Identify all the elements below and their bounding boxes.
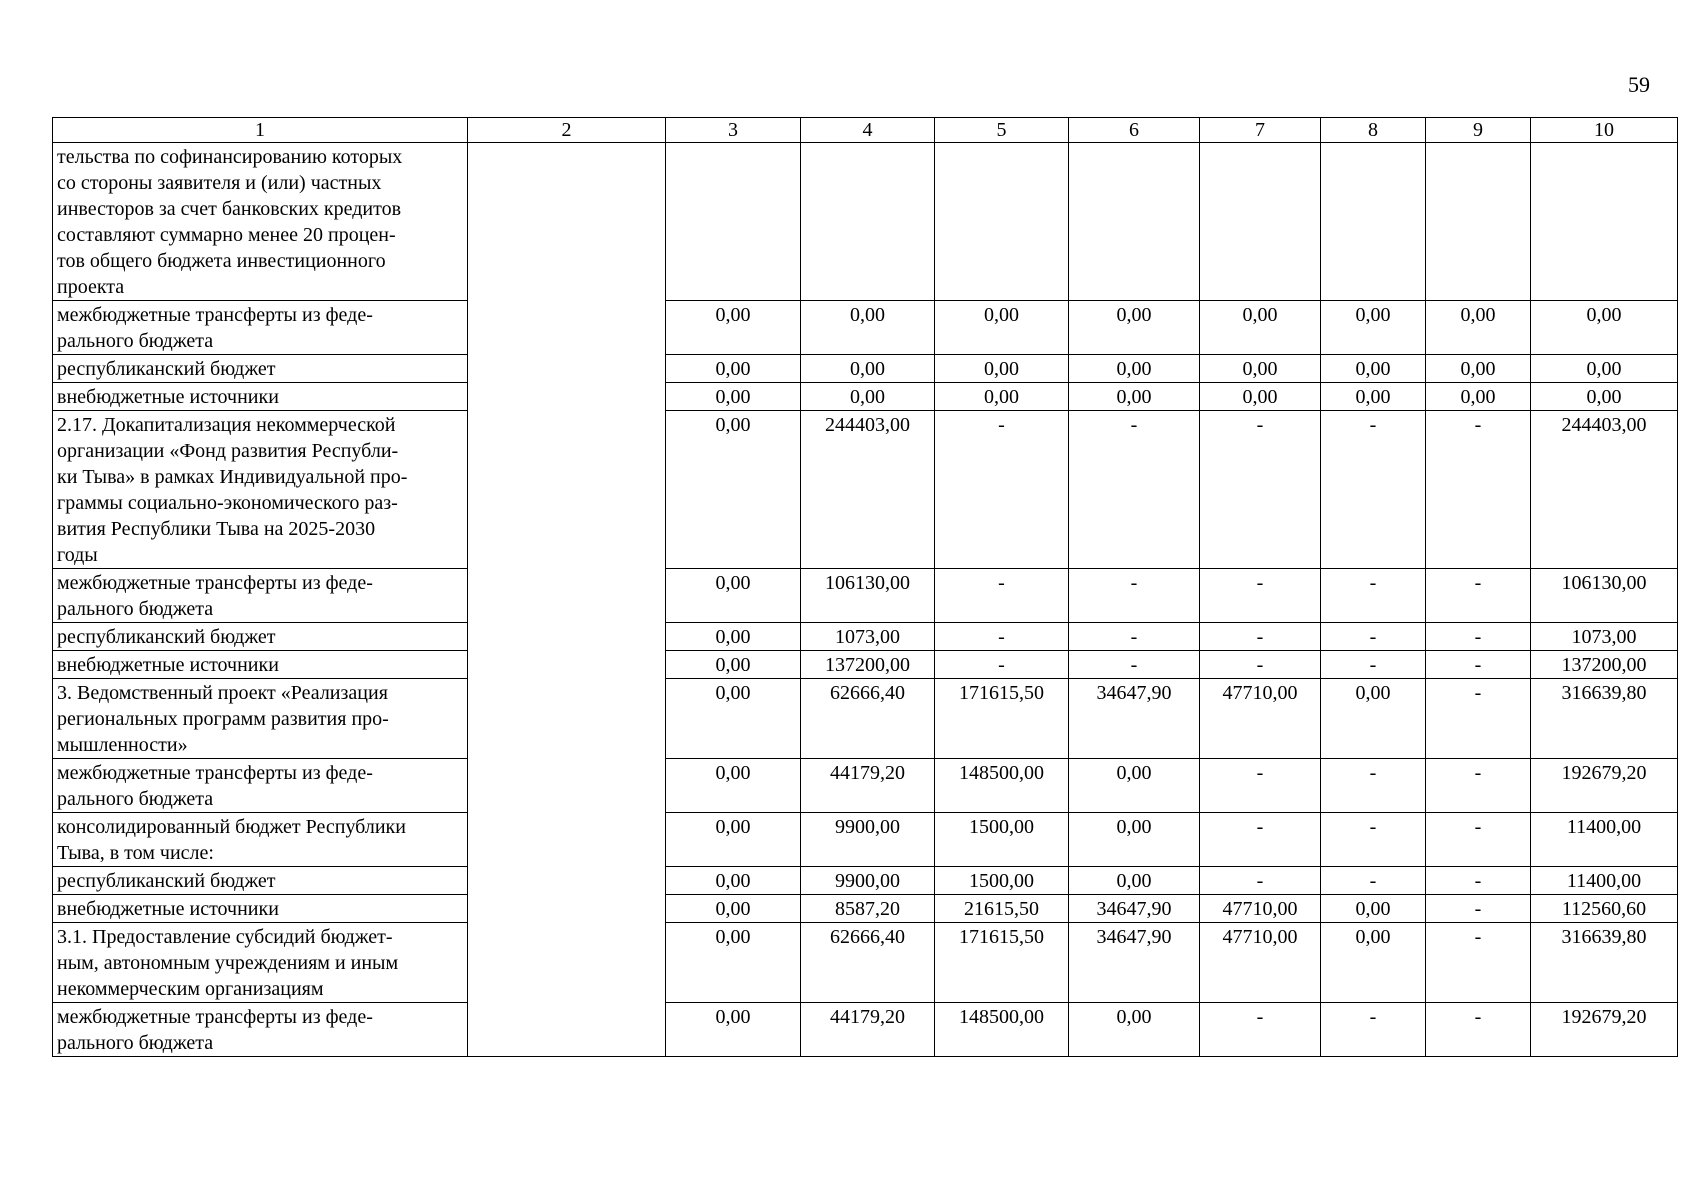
value-cell: 44179,20	[801, 1003, 935, 1057]
value-cell: 0,00	[1069, 1003, 1200, 1057]
value-cell: -	[1426, 813, 1531, 867]
row-label: 2.17. Докапитализация некоммерческой организации «Фонд развития Республи- ки Тыва» в рамках Индивидуальной про- граммы социально-экономического раз- вития Республики Тыва на 2025-2030 годы	[53, 411, 468, 569]
value-cell: 11400,00	[1531, 867, 1678, 895]
value-cell: 0,00	[1426, 301, 1531, 355]
value-cell: 62666,40	[801, 679, 935, 759]
value-cell: 47710,00	[1200, 923, 1321, 1003]
value-cell: 137200,00	[1531, 651, 1678, 679]
column-2-cell	[468, 867, 666, 895]
value-cell: -	[1321, 651, 1426, 679]
value-cell: 192679,20	[1531, 759, 1678, 813]
column-2-cell	[468, 759, 666, 813]
row-label: республиканский бюджет	[53, 355, 468, 383]
value-cell: 1500,00	[935, 867, 1069, 895]
value-cell: -	[1321, 867, 1426, 895]
value-cell: 34647,90	[1069, 923, 1200, 1003]
table-row	[53, 679, 1678, 759]
value-cell: 0,00	[801, 301, 935, 355]
value-cell: 171615,50	[935, 679, 1069, 759]
row-label: межбюджетные трансферты из феде- рального бюджета	[53, 569, 468, 623]
value-cell: -	[1321, 569, 1426, 623]
value-cell	[1200, 143, 1321, 301]
column-header: 3	[666, 118, 801, 143]
value-cell: -	[1200, 623, 1321, 651]
value-cell: 0,00	[666, 651, 801, 679]
value-cell: 148500,00	[935, 1003, 1069, 1057]
column-2-cell	[468, 679, 666, 759]
value-cell: -	[1200, 1003, 1321, 1057]
value-cell: 0,00	[1069, 813, 1200, 867]
value-cell: -	[1069, 651, 1200, 679]
value-cell: 1500,00	[935, 813, 1069, 867]
value-cell: 0,00	[1200, 383, 1321, 411]
value-cell: 47710,00	[1200, 895, 1321, 923]
column-2-cell	[468, 383, 666, 411]
column-header: 2	[468, 118, 666, 143]
table-row	[53, 923, 1678, 1003]
value-cell: 0,00	[1321, 895, 1426, 923]
value-cell: 0,00	[666, 1003, 801, 1057]
value-cell: 0,00	[1321, 383, 1426, 411]
column-2-cell	[468, 623, 666, 651]
table-row	[53, 411, 1678, 569]
value-cell: 0,00	[666, 867, 801, 895]
table-row	[53, 1003, 1678, 1057]
value-cell: 9900,00	[801, 813, 935, 867]
column-header: 7	[1200, 118, 1321, 143]
value-cell: 106130,00	[801, 569, 935, 623]
value-cell: 0,00	[1069, 867, 1200, 895]
value-cell: 316639,80	[1531, 679, 1678, 759]
value-cell: -	[935, 569, 1069, 623]
column-2-cell	[468, 301, 666, 355]
row-label: внебюджетные источники	[53, 383, 468, 411]
table-row	[53, 813, 1678, 867]
value-cell: -	[1426, 679, 1531, 759]
value-cell	[666, 143, 801, 301]
column-2-cell	[468, 411, 666, 569]
value-cell: -	[1200, 651, 1321, 679]
column-header: 1	[53, 118, 468, 143]
value-cell: -	[1426, 867, 1531, 895]
column-header: 5	[935, 118, 1069, 143]
value-cell: -	[1200, 813, 1321, 867]
value-cell: 0,00	[1200, 355, 1321, 383]
value-cell: -	[1200, 867, 1321, 895]
value-cell: -	[1426, 1003, 1531, 1057]
value-cell: -	[935, 623, 1069, 651]
value-cell: 316639,80	[1531, 923, 1678, 1003]
value-cell: -	[1200, 569, 1321, 623]
value-cell: 0,00	[1531, 355, 1678, 383]
column-2-cell	[468, 143, 666, 301]
column-header: 10	[1531, 118, 1678, 143]
value-cell: 0,00	[666, 411, 801, 569]
value-cell: -	[1426, 759, 1531, 813]
value-cell: -	[1426, 569, 1531, 623]
value-cell: 0,00	[1321, 355, 1426, 383]
value-cell: 0,00	[1321, 679, 1426, 759]
value-cell: 148500,00	[935, 759, 1069, 813]
value-cell: 0,00	[935, 301, 1069, 355]
value-cell	[935, 143, 1069, 301]
row-label: внебюджетные источники	[53, 651, 468, 679]
value-cell: -	[1426, 651, 1531, 679]
value-cell: 0,00	[666, 759, 801, 813]
value-cell: 11400,00	[1531, 813, 1678, 867]
value-cell: 0,00	[1321, 923, 1426, 1003]
value-cell: 0,00	[666, 813, 801, 867]
value-cell	[801, 143, 935, 301]
value-cell: 171615,50	[935, 923, 1069, 1003]
value-cell: 0,00	[666, 923, 801, 1003]
value-cell: 0,00	[1531, 383, 1678, 411]
row-label: межбюджетные трансферты из феде- рального бюджета	[53, 759, 468, 813]
column-header: 8	[1321, 118, 1426, 143]
table-row	[53, 355, 1678, 383]
value-cell: 34647,90	[1069, 679, 1200, 759]
value-cell: -	[1321, 623, 1426, 651]
value-cell: 1073,00	[801, 623, 935, 651]
value-cell: -	[1069, 569, 1200, 623]
value-cell: 0,00	[666, 301, 801, 355]
value-cell	[1426, 143, 1531, 301]
value-cell: 0,00	[801, 383, 935, 411]
column-header: 9	[1426, 118, 1531, 143]
value-cell: 0,00	[666, 679, 801, 759]
value-cell: 0,00	[1069, 355, 1200, 383]
value-cell: 0,00	[666, 383, 801, 411]
row-label: консолидированный бюджет Республики Тыва, в том числе:	[53, 813, 468, 867]
value-cell: -	[1426, 623, 1531, 651]
value-cell: -	[1321, 759, 1426, 813]
column-header: 4	[801, 118, 935, 143]
value-cell: 0,00	[666, 623, 801, 651]
value-cell: 62666,40	[801, 923, 935, 1003]
value-cell: 0,00	[1069, 301, 1200, 355]
row-label: 3. Ведомственный проект «Реализация региональных программ развития про- мышленности»	[53, 679, 468, 759]
value-cell: -	[1321, 411, 1426, 569]
column-2-cell	[468, 813, 666, 867]
value-cell: 0,00	[1531, 301, 1678, 355]
value-cell: 0,00	[935, 383, 1069, 411]
value-cell: -	[1200, 411, 1321, 569]
row-label: тельства по софинансированию которых со стороны заявителя и (или) частных инвесторов за счет банковских кредитов составляют суммарно менее 20 процен- тов общего бюджета инвестиционного проекта	[53, 143, 468, 301]
value-cell: -	[1069, 623, 1200, 651]
column-number-row	[53, 118, 1678, 143]
value-cell: 8587,20	[801, 895, 935, 923]
value-cell: 0,00	[935, 355, 1069, 383]
row-label: 3.1. Предоставление субсидий бюджет- ным, автономным учреждениям и иным некоммерческим организациям	[53, 923, 468, 1003]
value-cell: 106130,00	[1531, 569, 1678, 623]
column-2-cell	[468, 569, 666, 623]
table-row	[53, 651, 1678, 679]
value-cell: -	[1426, 895, 1531, 923]
value-cell: 44179,20	[801, 759, 935, 813]
value-cell: -	[1426, 411, 1531, 569]
column-2-cell	[468, 895, 666, 923]
value-cell	[1321, 143, 1426, 301]
column-2-cell	[468, 1003, 666, 1057]
row-label: республиканский бюджет	[53, 623, 468, 651]
value-cell: 0,00	[1200, 301, 1321, 355]
row-label: республиканский бюджет	[53, 867, 468, 895]
row-label: межбюджетные трансферты из феде- рального бюджета	[53, 301, 468, 355]
value-cell: 137200,00	[801, 651, 935, 679]
table-row	[53, 383, 1678, 411]
row-label: межбюджетные трансферты из феде- рального бюджета	[53, 1003, 468, 1057]
value-cell: -	[1200, 759, 1321, 813]
value-cell: 1073,00	[1531, 623, 1678, 651]
value-cell: -	[935, 411, 1069, 569]
value-cell: 244403,00	[801, 411, 935, 569]
value-cell: 34647,90	[1069, 895, 1200, 923]
table-row	[53, 895, 1678, 923]
table-row	[53, 301, 1678, 355]
column-2-cell	[468, 923, 666, 1003]
value-cell	[1069, 143, 1200, 301]
column-2-cell	[468, 651, 666, 679]
table-row	[53, 569, 1678, 623]
column-header: 6	[1069, 118, 1200, 143]
value-cell: -	[1069, 411, 1200, 569]
value-cell: 9900,00	[801, 867, 935, 895]
budget-table	[52, 117, 1678, 1057]
value-cell: -	[1426, 923, 1531, 1003]
table-row	[53, 759, 1678, 813]
value-cell: 47710,00	[1200, 679, 1321, 759]
column-2-cell	[468, 355, 666, 383]
value-cell: -	[935, 651, 1069, 679]
value-cell: 192679,20	[1531, 1003, 1678, 1057]
value-cell: 0,00	[1426, 383, 1531, 411]
value-cell: 0,00	[666, 569, 801, 623]
table-row	[53, 867, 1678, 895]
table-row	[53, 143, 1678, 301]
value-cell: 0,00	[666, 895, 801, 923]
value-cell: 0,00	[666, 355, 801, 383]
value-cell: 112560,60	[1531, 895, 1678, 923]
value-cell: 0,00	[1321, 301, 1426, 355]
row-label: внебюджетные источники	[53, 895, 468, 923]
value-cell	[1531, 143, 1678, 301]
value-cell: 0,00	[1069, 383, 1200, 411]
value-cell: 0,00	[1426, 355, 1531, 383]
value-cell: -	[1321, 813, 1426, 867]
value-cell: 244403,00	[1531, 411, 1678, 569]
page-number: 59	[1628, 72, 1650, 97]
value-cell: -	[1321, 1003, 1426, 1057]
table-row	[53, 623, 1678, 651]
value-cell: 0,00	[1069, 759, 1200, 813]
value-cell: 21615,50	[935, 895, 1069, 923]
value-cell: 0,00	[801, 355, 935, 383]
